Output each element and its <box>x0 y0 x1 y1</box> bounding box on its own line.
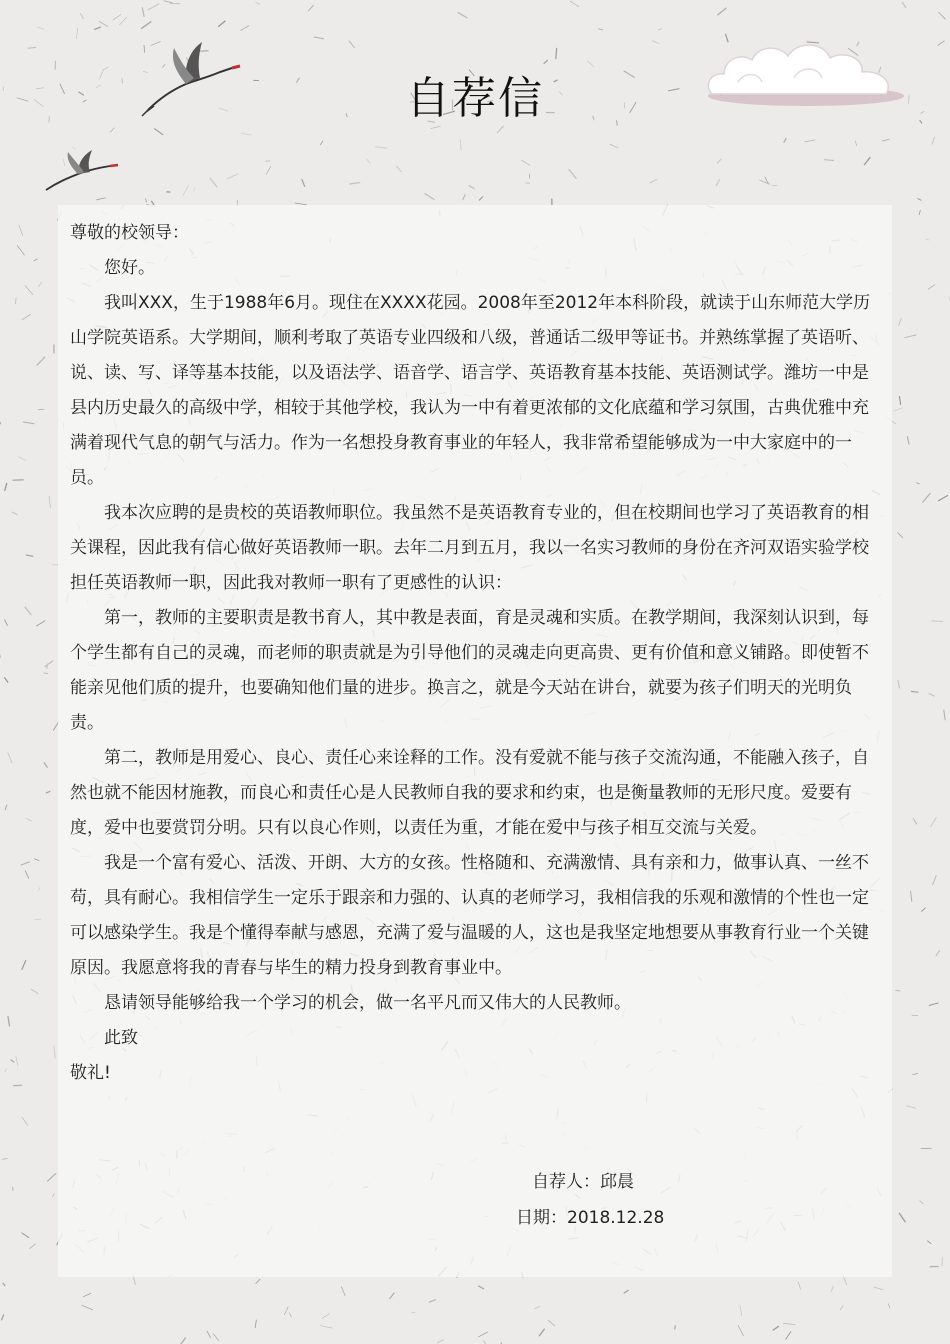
salutation: 尊敬的校领导： <box>70 223 189 243</box>
paragraph: 第一，教师的主要职责是教书育人，其中教是表面，育是灵魂和实质。在教学期间，我深刻认识到，每个学生都有自己的灵魂，而老师的职责就是为引导他们的灵魂走向更高贵、更有价值和意义铺路。即使暂不能亲见他们质的提升，也要确知他们量的进步。换言之，就是今天站在讲台，就要为孩子们明天的光明负责。 <box>70 608 869 733</box>
paragraph: 我是一个富有爱心、活泼、开朗、大方的女孩。性格随和、充满激情、具有亲和力，做事认真、一丝不苟，具有耐心。我相信学生一定乐于跟亲和力强的、认真的老师学习，我相信我的乐观和激情的个性也一定可以感染学生。我是个懂得奉献与感恩，充满了爱与温暖的人，这也是我坚定地想要从事教育行业一个关键原因。我愿意将我的青春与毕生的精力投身到教育事业中。 <box>70 853 869 978</box>
date: 日期：2018.12.28 <box>516 1208 665 1228</box>
closing: 此致 <box>104 1028 138 1048</box>
paragraph: 恳请领导能够给我一个学习的机会，做一名平凡而又伟大的人民教师。 <box>104 993 631 1013</box>
regards: 敬礼! <box>70 1063 111 1083</box>
crane-icon <box>42 146 122 196</box>
paragraph: 第二，教师是用爱心、良心、责任心来诠释的工作。没有爱就不能与孩子交流沟通，不能融入孩子，自然也就不能因材施教，而良心和责任心是人民教师自我的要求和约束，也是衡量教师的无形尺度。爱要有度，爱中也要赏罚分明。只有以良心作则，以责任为重，才能在爱中与孩子相互交流与关爱。 <box>70 748 869 838</box>
paragraph: 我本次应聘的是贵校的英语教师职位。我虽然不是英语教育专业的，但在校期间也学习了英语教育的相关课程，因此我有信心做好英语教师一职。去年二月到五月，我以一名实习教师的身份在齐河双语实验学校担任英语教师一职，因此我对教师一职有了更感性的认识： <box>70 503 869 593</box>
letter-body <box>70 216 880 1091</box>
paragraph: 我叫XXX，生于1988年6月。现住在XXXX花园。2008年至2012年本科阶段，就读于山东师范大学历山学院英语系。大学期间，顺利考取了英语专业四级和八级，普通话二级甲等证书。并熟练掌握了英语听、说、读、写、译等基本技能，以及语法学、语音学、语言学、英语教育基本技能、英语测试学。潍坊一中是县内历史最久的高级中学，相较于其他学校，我认为一中有着更浓郁的文化底蕴和学习氛围，古典优雅中充满着现代气息的朝气与活力。作为一名想投身教育事业的年轻人，我非常希望能够成为一中大家庭中的一员。 <box>70 293 871 488</box>
signature: 自荐人：邱晨 <box>532 1172 634 1192</box>
greeting: 您好。 <box>104 258 155 278</box>
page-title: 自荐信 <box>406 73 544 124</box>
